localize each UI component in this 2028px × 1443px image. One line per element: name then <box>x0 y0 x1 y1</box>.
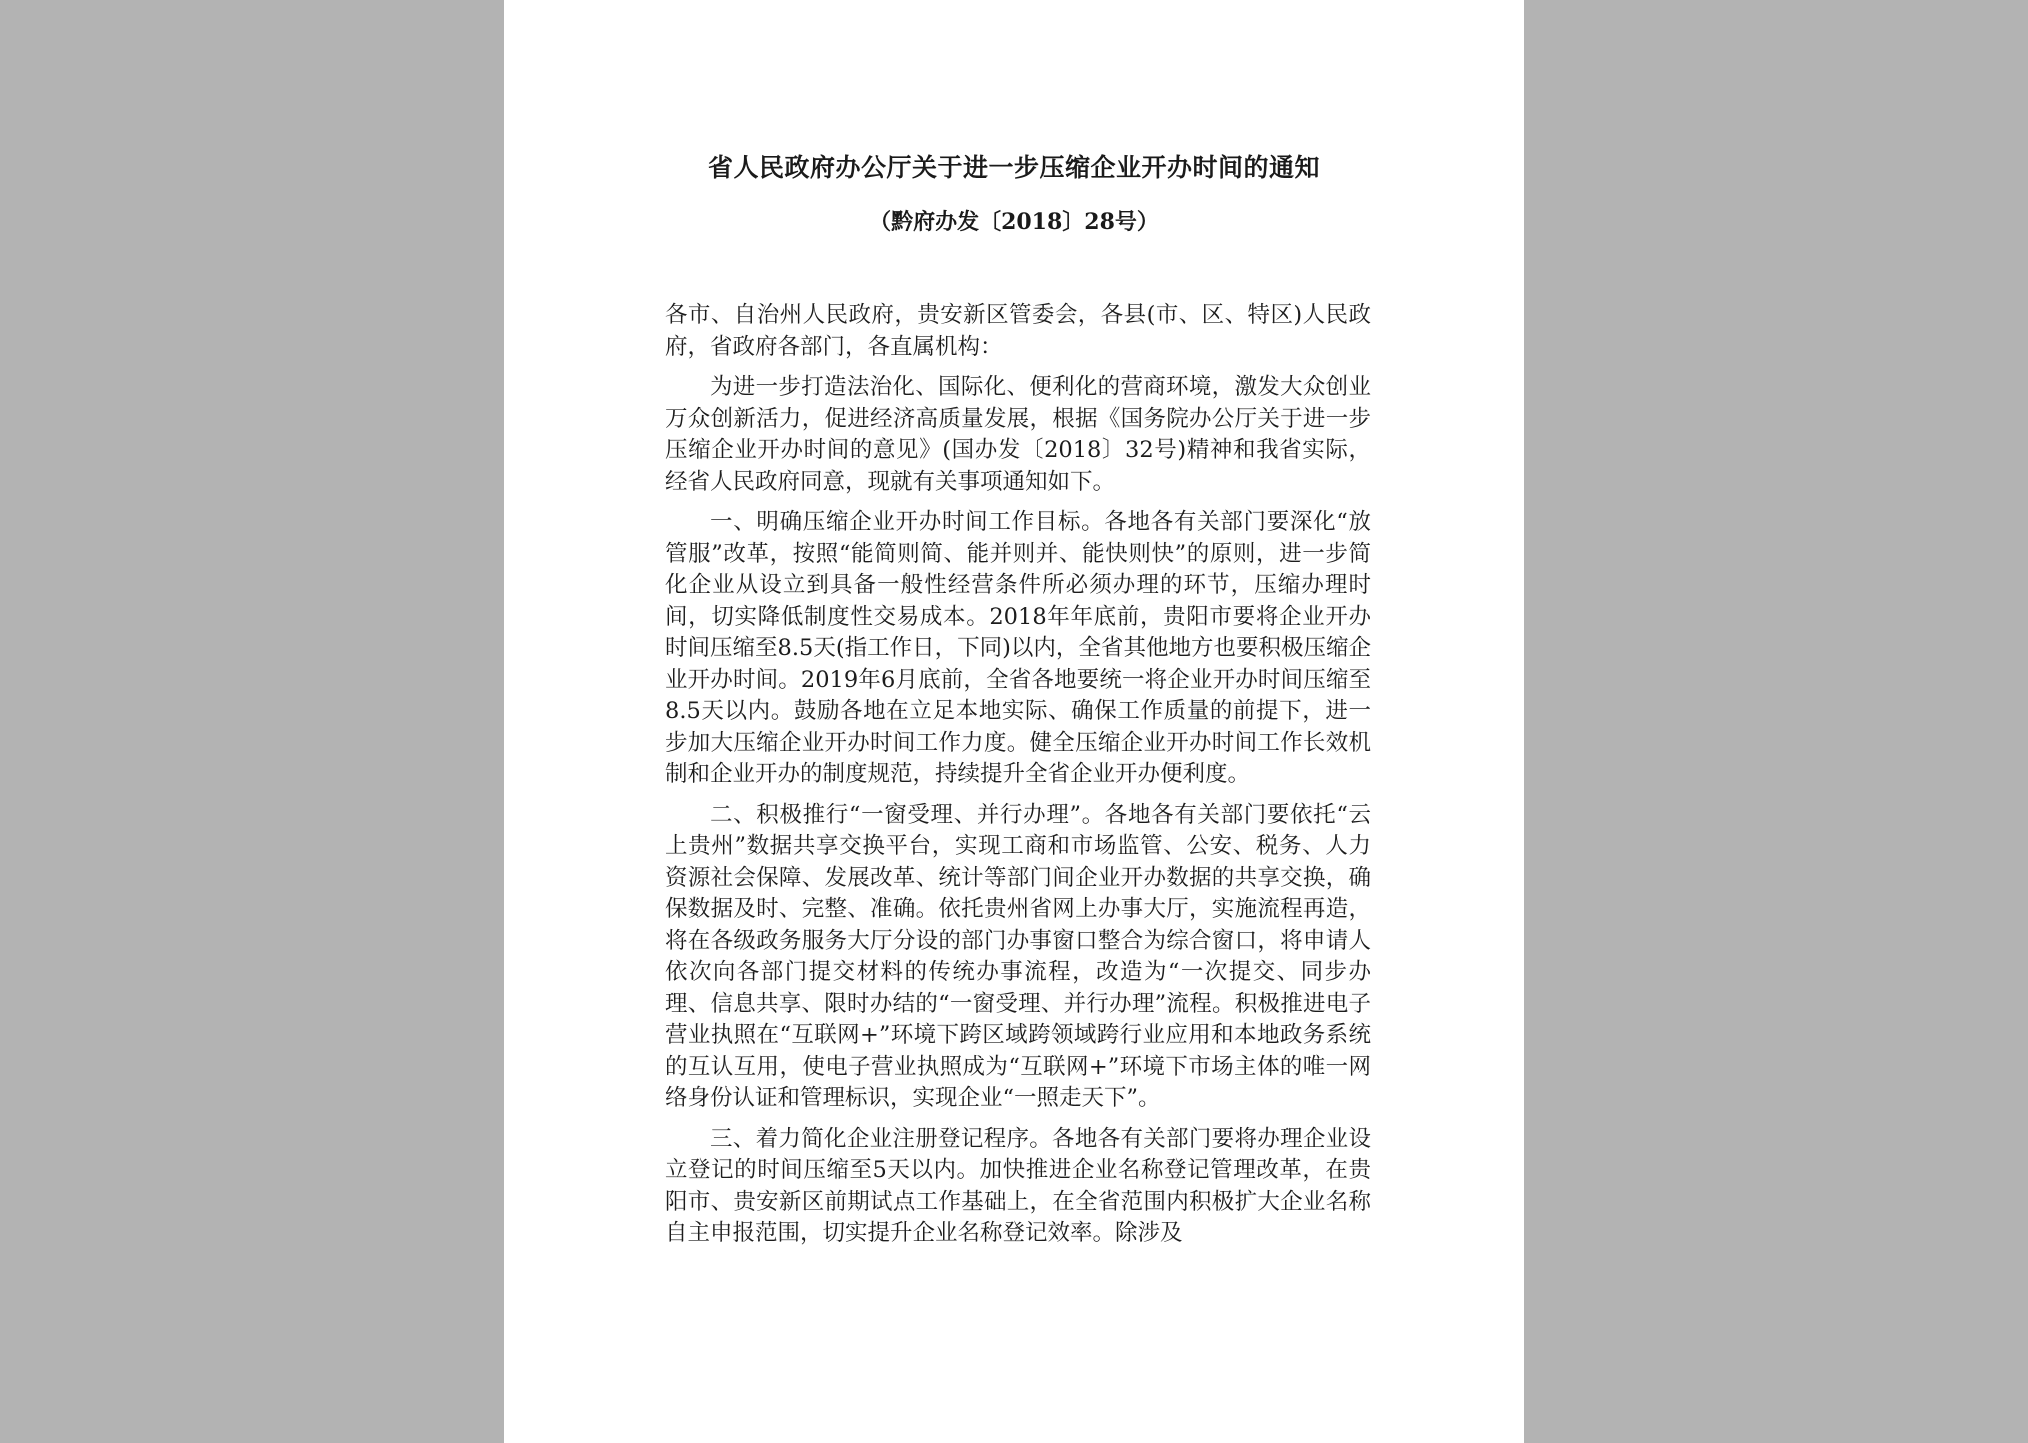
salutation: 各市、自治州人民政府，贵安新区管委会，各县(市、区、特区)人民政府，省政府各部门，各直属机构： <box>665 302 1371 360</box>
document-body <box>665 300 1371 1259</box>
paragraph-section-3: 三、着力简化企业注册登记程序。各地各有关部门要将办理企业设立登记的时间压缩至5天以内。加快推进企业名称登记管理改革，在贵阳市、贵安新区前期试点工作基础上，在全省范围内积极扩大企业名称自主申报范围，切实提升企业名称登记效率。除涉及 <box>665 1125 1371 1246</box>
document-number: （黔府办发〔2018〕28号） <box>869 209 1159 235</box>
document-page <box>504 0 1524 1443</box>
document-title: 省人民政府办公厅关于进一步压缩企业开办时间的通知 <box>707 153 1320 182</box>
paragraph-section-1: 一、明确压缩企业开办时间工作目标。各地各有关部门要深化“放管服”改革，按照“能简则简、能并则并、能快则快”的原则，进一步简化企业从设立到具备一般性经营条件所必须办理的环节，压缩办理时间，切实降低制度性交易成本。2018年年底前，贵阳市要将企业开办时间压缩至8.5天(指工作日，下同)以内，全省其他地方也要积极压缩企业开办时间。2019年6月底前，全省各地要统一将企业开办时间压缩至8.5天以内。鼓励各地在立足本地实际、确保工作质量的前提下，进一步加大压缩企业开办时间工作力度。健全压缩企业开办时间工作长效机制和企业开办的制度规范，持续提升全省企业开办便利度。 <box>665 509 1371 787</box>
paragraph-intro: 为进一步打造法治化、国际化、便利化的营商环境，激发大众创业万众创新活力，促进经济高质量发展，根据《国务院办公厅关于进一步压缩企业开办时间的意见》(国办发〔2018〕32号)精神和我省实际，经省人民政府同意，现就有关事项通知如下。 <box>665 374 1371 495</box>
paragraph-section-2: 二、积极推行“一窗受理、并行办理”。各地各有关部门要依托“云上贵州”数据共享交换平台，实现工商和市场监管、公安、税务、人力资源社会保障、发展改革、统计等部门间企业开办数据的共享交换，确保数据及时、完整、准确。依托贵州省网上办事大厅，实施流程再造，将在各级政务服务大厅分设的部门办事窗口整合为综合窗口，将申请人依次向各部门提交材料的传统办事流程，改造为“一次提交、同步办理、信息共享、限时办结的“一窗受理、并行办理”流程。积极推进电子营业执照在“互联网+”环境下跨区域跨领域跨行业应用和本地政务系统的互认互用，使电子营业执照成为“互联网+”环境下市场主体的唯一网络身份认证和管理标识，实现企业“一照走天下”。 <box>665 801 1371 1111</box>
